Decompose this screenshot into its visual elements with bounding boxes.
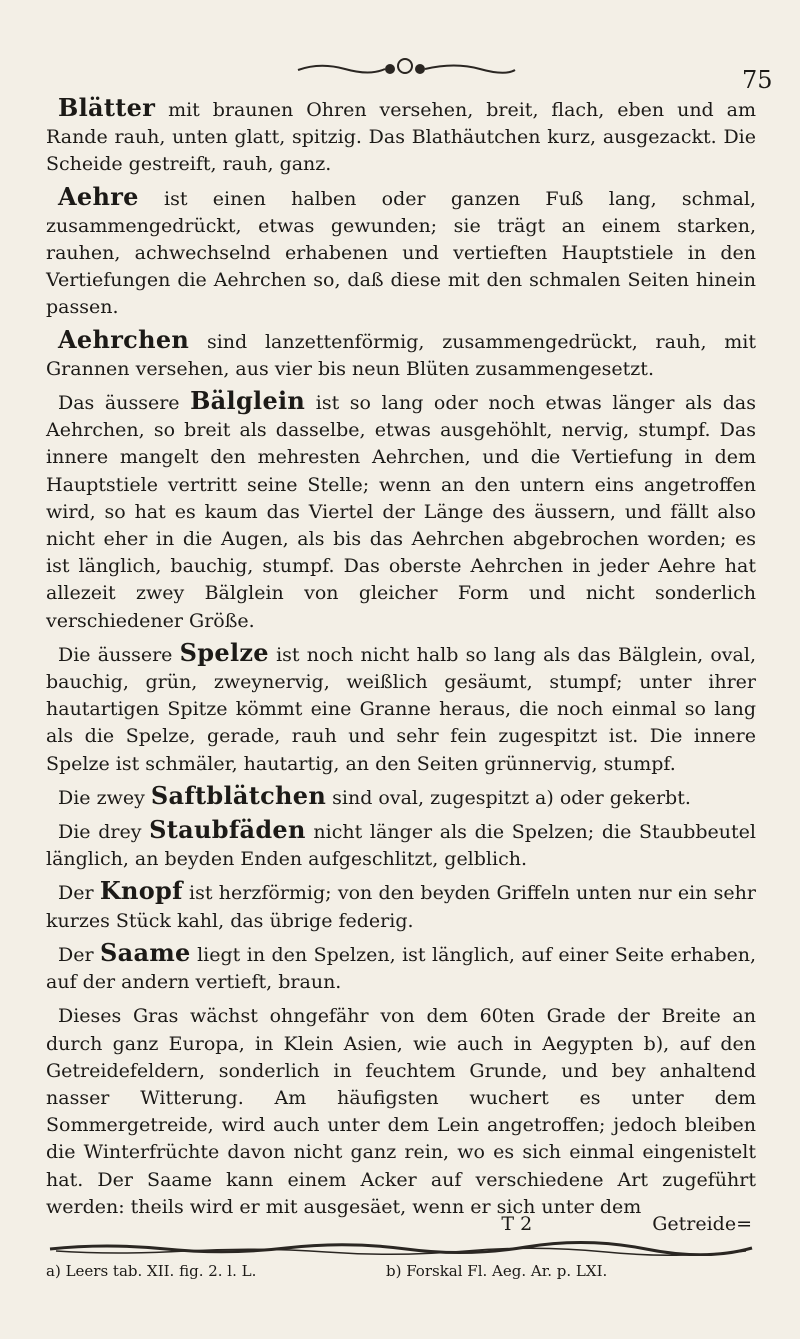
footer-rule-ornament-icon — [46, 1240, 756, 1256]
footnote-b: b) Forskal Fl. Aeg. Ar. p. LXI. — [386, 1262, 608, 1280]
term-spelze: Spelze — [179, 637, 269, 667]
term-knopf: Knopf — [99, 876, 183, 906]
term-aehre: Aehre — [58, 181, 139, 211]
term-saftblaetchen: Saftblätchen — [150, 780, 327, 810]
catchline — [501, 1213, 752, 1235]
term-baelglein: Bälglein — [190, 386, 306, 416]
footnote-a: a) Leers tab. XII. fig. 2. l. L. — [46, 1262, 257, 1280]
paragraph-staubfaeden: Die drey Staubfäden nicht länger als die Spelzen; die Staubbeutel länglich, an beyden Enden aufgeschlitzt, gelblich. — [46, 815, 756, 871]
term-saame: Saame — [100, 937, 191, 967]
term-blaetter: Blätter — [58, 93, 156, 122]
term-staubfaeden: Staubfäden — [149, 815, 306, 845]
footnotes — [46, 1262, 756, 1280]
paragraph-verbreitung: Dieses Gras wächst ohngefähr von dem 60ten Grade der Breite an durch ganz Europa, in Klein Asien, wie auch in Aegypten b), auf den Getreidefeldern, sonderlich in feuchtem Grunde, und bey anhaltend nasser Witterung. Am häufigsten wuchert es unter dem Sommergetreide, wird auch unter dem Lein angetroffen; jedoch bleiben die Winterfrüchte davon nicht ganz rein, wo es sich einmal eingenistelt hat. Der Saame kann einem Acker auf verschiedene Art zugeführt werden: theils wird er mit ausgesäet, wenn er sich unter dem — [46, 1005, 756, 1218]
term-aehrchen: Aehrchen — [58, 324, 190, 354]
paragraph-baelglein: Das äussere Bälglein ist so lang oder noch etwas länger als das Aehrchen, so breit als dasselbe, etwas ausgehöhlt, nervig, stumpf. Das innere mangelt den mehresten Aehrchen, und die Vertiefung in dem Hauptstiele vertritt seine Stelle; wenn an den untern eins angetroffen wird, so hat es kaum das Viertel der Länge des äussern, und fällt also nicht eher in die Augen, als bis das Aehrchen abgebrochen worden; es ist länglich, bauchig, stumpf. Das oberste Aehrchen in jeder Aehre hat allezeit zwey Bälglein von gleicher Form und nicht sonderlich verschiedener Größe. — [46, 386, 756, 632]
paragraph-blaetter: Blätter mit braunen Ohren versehen, breit, flach, eben und am Rande rauh, unten glatt, spitzig. Das Blathäutchen kurz, ausgezackt. Die Scheide gestreift, rauh, ganz. — [46, 93, 756, 176]
catchword: Getreide= — [652, 1213, 752, 1235]
page-number: 75 — [742, 66, 773, 94]
page-body — [46, 94, 756, 1225]
signature-mark: T 2 — [501, 1213, 533, 1235]
paragraph-spelze: Die äussere Spelze ist noch nicht halb so lang als das Bälglein, oval, bauchig, grün, zweynervig, weißlich gesäumt, stumpf; unter ihrer hautartigen Spitze kömmt eine Granne heraus, die noch einmal so lang als die Spelze, gerade, rauh und sehr fein zugespitzt ist. Die innere Spelze ist schmäler, hautartig, an den Seiten grünnervig, stumpf. — [46, 637, 756, 775]
paragraph-aehrchen: Aehrchen sind lanzettenförmig, zusammengedrückt, rauh, mit Grannen versehen, aus vier bis neun Blüten zusammengesetzt. — [46, 324, 756, 380]
paragraph-saftblaetchen: Die zwey Saftblätchen sind oval, zugespitzt a) oder gekerbt. — [58, 780, 691, 810]
paragraph-aehre: Aehre ist einen halben oder ganzen Fuß lang, schmal, zusammengedrückt, etwas gewunden; sie trägt an einem starken, rauhen, achwechselnd erhabenen und vertieften Hauptstiele in den Vertiefungen die Aehrchen so, daß diese mit den schmalen Seiten hinein passen. — [46, 181, 756, 319]
paragraph-saame: Der Saame liegt in den Spelzen, ist länglich, auf einer Seite erhaben, auf der andern vertieft, braun. — [46, 937, 757, 994]
header-ornament-icon — [290, 52, 520, 86]
paragraph-knopf: Der Knopf ist herzförmig; von den beyden Griffeln unten nur ein sehr kurzes Stück kahl, das übrige federig. — [46, 876, 756, 932]
